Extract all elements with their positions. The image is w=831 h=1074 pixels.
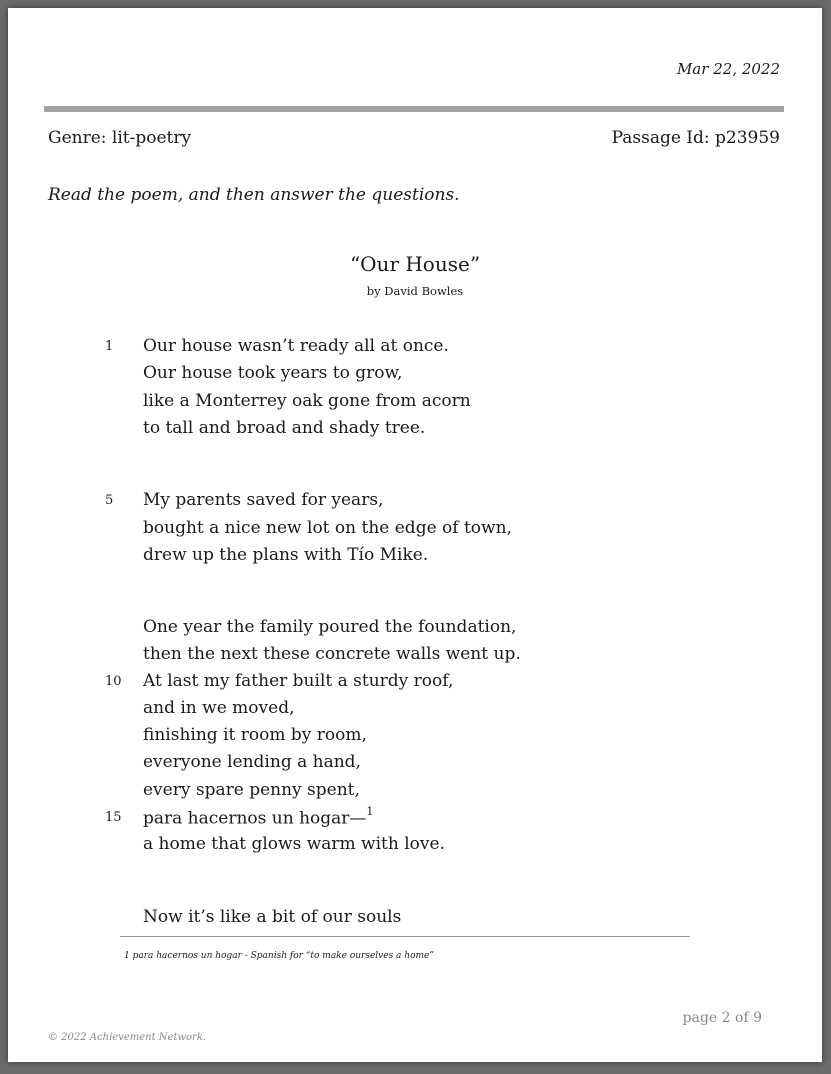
line-number: 10 (105, 674, 122, 689)
poem-line: and in we moved, (143, 698, 295, 718)
poem-line: Our house took years to grow, (143, 363, 403, 383)
poem-line: to tall and broad and shady tree. (143, 418, 426, 438)
poem-title: “Our House” (349, 252, 481, 276)
line-number: 1 (105, 339, 114, 354)
footnote: 1 para hacernos un hogar - Spanish for “to make ourselves a home” (124, 951, 434, 961)
passage-id-label: Passage Id: p23959 (611, 128, 780, 148)
footnote-marker: 1 (366, 805, 374, 818)
poem-line: My parents saved for years, (143, 490, 384, 510)
poem-line: everyone lending a hand, (143, 752, 361, 772)
poem-line (143, 807, 373, 829)
footnote-divider (120, 936, 690, 937)
poem-line: At last my father built a sturdy roof, (143, 671, 454, 691)
line-number: 5 (105, 493, 114, 508)
page-number: page 2 of 9 (682, 1010, 762, 1026)
poem-line-text: para hacernos un hogar— (143, 808, 367, 829)
poem-line: drew up the plans with Tío Mike. (143, 545, 429, 565)
header-divider (44, 106, 784, 112)
poem-line: bought a nice new lot on the edge of town, (143, 518, 512, 538)
document-page (8, 8, 822, 1062)
copyright: © 2022 Achievement Network. (48, 1032, 207, 1043)
genre-label: Genre: lit-poetry (48, 128, 192, 148)
document-date: Mar 22, 2022 (676, 60, 780, 78)
poem-line: every spare penny spent, (143, 780, 360, 800)
poem-line: One year the family poured the foundation, (143, 617, 517, 637)
line-number: 15 (105, 810, 122, 825)
poem-line: a home that glows warm with love. (143, 834, 445, 854)
poem-line: Now it’s like a bit of our souls (143, 907, 402, 927)
instructions: Read the poem, and then answer the questions. (48, 185, 460, 205)
poem-author: by David Bowles (366, 284, 464, 298)
poem-line: like a Monterrey oak gone from acorn (143, 391, 471, 411)
poem-line: then the next these concrete walls went up. (143, 644, 521, 664)
poem-line: finishing it room by room, (143, 725, 367, 745)
poem-line: Our house wasn’t ready all at once. (143, 336, 449, 356)
